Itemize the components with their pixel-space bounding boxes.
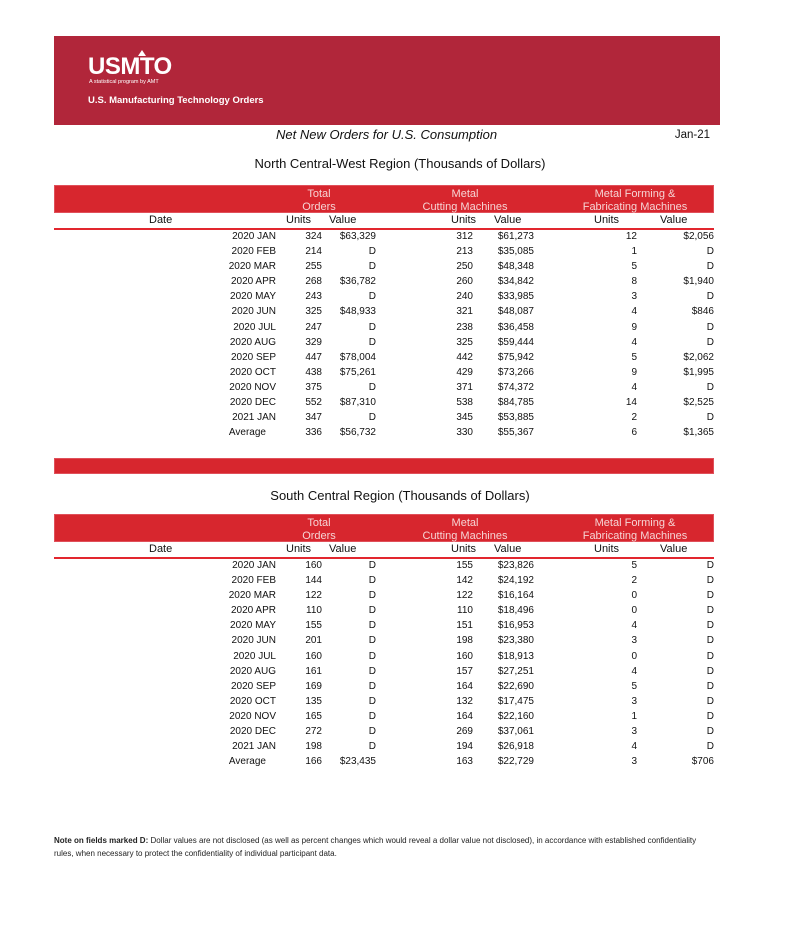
table-row — [54, 695, 714, 710]
total-units-cell: 166 — [305, 756, 322, 768]
row-date: 2021 JAN — [232, 412, 276, 424]
group-metal-cutting: Metal Cutting Machines — [422, 188, 508, 213]
table-group-header — [54, 514, 714, 542]
table-row — [54, 321, 714, 336]
total-units-cell: 160 — [305, 650, 322, 662]
row-date: 2020 NOV — [229, 710, 276, 722]
cut-value-cell: $16,953 — [497, 620, 534, 632]
form-units-cell: 1 — [631, 710, 637, 722]
form-value-cell: D — [706, 575, 714, 587]
total-units-cell: 165 — [305, 710, 322, 722]
south-central-table — [54, 514, 714, 770]
form-units-cell: 3 — [631, 635, 637, 647]
form-value-cell: D — [706, 291, 714, 303]
total-units-cell: 255 — [305, 261, 322, 273]
form-value-cell: $2,525 — [683, 397, 714, 409]
total-value-cell: D — [368, 605, 376, 617]
total-units-cell: 110 — [306, 605, 322, 617]
banner-subtitle: U.S. Manufacturing Technology Orders — [88, 95, 264, 106]
table-row — [54, 230, 714, 245]
form-units-cell: 5 — [631, 560, 637, 571]
total-value-cell: $56,732 — [339, 427, 376, 439]
total-units-cell: 214 — [305, 246, 322, 258]
form-value-cell: D — [706, 261, 714, 273]
form-value-cell: D — [706, 695, 714, 707]
group-metal-forming: Metal Forming & Fabricating Machines — [582, 188, 688, 213]
form-units-cell: 4 — [631, 381, 637, 393]
total-value-cell: D — [368, 381, 376, 393]
form-units-cell: 9 — [631, 321, 637, 333]
total-units-cell: 447 — [305, 351, 322, 363]
total-value-cell: D — [368, 680, 376, 692]
table-row — [54, 604, 714, 619]
cut-value-cell: $55,367 — [497, 427, 534, 439]
cut-value-cell: $48,348 — [497, 261, 534, 273]
row-date: 2020 MAR — [228, 261, 276, 273]
cut-value-cell: $27,251 — [497, 665, 534, 677]
row-date: 2020 SEP — [230, 680, 276, 692]
total-value-cell: D — [368, 695, 376, 707]
row-date: 2020 DEC — [229, 397, 276, 409]
cut-units-cell: 260 — [456, 276, 473, 288]
form-value-cell: D — [706, 680, 714, 692]
col-form-value: Value — [660, 543, 688, 555]
total-units-cell: 438 — [305, 366, 322, 378]
total-value-cell: D — [368, 575, 376, 587]
col-total-value: Value — [329, 543, 357, 555]
form-units-cell: 3 — [631, 695, 637, 707]
total-units-cell: 198 — [305, 741, 322, 753]
cut-value-cell: $26,918 — [497, 741, 534, 753]
form-value-cell: D — [706, 620, 714, 632]
total-units-cell: 155 — [305, 620, 322, 632]
average-row — [54, 755, 714, 770]
cut-value-cell: $18,913 — [497, 650, 534, 662]
usmto-logo — [88, 54, 172, 85]
table-row — [54, 680, 714, 695]
row-date: 2020 JUN — [231, 306, 276, 318]
form-value-cell: D — [706, 726, 714, 738]
row-date: 2020 FEB — [231, 575, 276, 587]
total-value-cell: D — [368, 741, 376, 753]
form-value-cell: D — [706, 741, 714, 753]
total-units-cell: 268 — [305, 276, 322, 288]
row-date: 2020 AUG — [229, 665, 276, 677]
col-form-units: Units — [594, 543, 620, 555]
form-value-cell: D — [706, 246, 714, 258]
form-value-cell: D — [706, 336, 714, 348]
table-row — [54, 411, 714, 426]
table-row — [54, 710, 714, 725]
cut-units-cell: 371 — [456, 381, 473, 393]
cut-units-cell: 164 — [456, 680, 473, 692]
form-value-cell: D — [706, 650, 714, 662]
form-units-cell: 12 — [625, 231, 637, 242]
total-value-cell: D — [368, 650, 376, 662]
cut-value-cell: $22,690 — [497, 680, 534, 692]
row-date: 2020 APR — [230, 276, 276, 288]
table-row — [54, 619, 714, 634]
form-value-cell: $1,995 — [683, 366, 714, 378]
row-date: 2020 MAY — [230, 620, 276, 632]
table-row — [54, 245, 714, 260]
total-value-cell: $36,782 — [339, 276, 376, 288]
cut-units-cell: 538 — [456, 397, 473, 409]
total-units-cell: 135 — [305, 695, 322, 707]
total-units-cell: 347 — [305, 412, 322, 424]
form-units-cell: 0 — [631, 590, 637, 602]
total-units-cell: 324 — [305, 231, 322, 242]
region-title-south-central: South Central Region (Thousands of Dollars) — [270, 488, 530, 503]
total-value-cell: D — [368, 291, 376, 303]
table-group-header — [54, 185, 714, 213]
total-units-cell: 375 — [305, 381, 322, 393]
form-units-cell: 4 — [631, 741, 637, 753]
col-date: Date — [149, 214, 173, 226]
footnote-text: Dollar values are not disclosed (as well as percent changes which would reveal a dollar value not disclosed), in accordance with established confidentiality rules, when necessary to protect the confidentiality of individual participant data. — [54, 836, 697, 858]
region-title-north-central-west: North Central-West Region (Thousands of Dollars) — [254, 156, 546, 171]
form-units-cell: 14 — [625, 397, 637, 409]
form-units-cell: 9 — [631, 366, 637, 378]
cut-units-cell: 198 — [456, 635, 473, 647]
cut-value-cell: $75,942 — [497, 351, 534, 363]
cut-value-cell: $53,885 — [497, 412, 534, 424]
row-date: 2020 JUN — [231, 635, 276, 647]
form-value-cell: $2,056 — [683, 231, 714, 242]
row-date: 2020 NOV — [229, 381, 276, 393]
col-cut-value: Value — [494, 214, 522, 226]
col-form-units: Units — [594, 214, 620, 226]
row-date: 2020 APR — [230, 605, 276, 617]
cut-value-cell: $33,985 — [497, 291, 534, 303]
cut-value-cell: $24,192 — [497, 575, 534, 587]
total-units-cell: 201 — [305, 635, 322, 647]
row-date: 2020 SEP — [230, 351, 276, 363]
table-body — [54, 230, 714, 441]
row-date: 2020 FEB — [231, 246, 276, 258]
total-units-cell: 169 — [305, 680, 322, 692]
form-units-cell: 0 — [631, 605, 637, 617]
logo-tagline: A statistical program by AMT — [89, 79, 159, 85]
form-units-cell: 3 — [631, 291, 637, 303]
total-units-cell: 325 — [305, 306, 322, 318]
form-value-cell: D — [706, 381, 714, 393]
col-date: Date — [149, 543, 173, 555]
cut-units-cell: 240 — [456, 291, 473, 303]
cut-value-cell: $73,266 — [497, 366, 534, 378]
north-central-west-table — [54, 185, 714, 441]
cut-units-cell: 325 — [456, 336, 473, 348]
cut-value-cell: $22,729 — [497, 756, 534, 768]
form-units-cell: 2 — [631, 575, 637, 587]
total-units-cell: 336 — [305, 427, 322, 439]
group-metal-cutting: Metal Cutting Machines — [422, 517, 508, 542]
total-value-cell: D — [368, 726, 376, 738]
cut-units-cell: 163 — [456, 756, 473, 768]
total-units-cell: 122 — [305, 590, 322, 602]
total-value-cell: D — [368, 336, 376, 348]
form-units-cell: 5 — [631, 351, 637, 363]
total-units-cell: 272 — [305, 726, 322, 738]
cut-units-cell: 312 — [456, 231, 473, 242]
total-value-cell: D — [368, 321, 376, 333]
column-header-row — [54, 213, 714, 230]
cut-units-cell: 213 — [456, 246, 473, 258]
col-cut-units: Units — [451, 214, 477, 226]
cut-value-cell: $36,458 — [497, 321, 534, 333]
col-total-units: Units — [286, 214, 312, 226]
group-total-orders: Total Orders — [302, 188, 336, 213]
form-value-cell: D — [706, 321, 714, 333]
cut-value-cell: $61,273 — [497, 231, 534, 242]
total-units-cell: 329 — [305, 336, 322, 348]
form-units-cell: 6 — [631, 427, 637, 439]
row-date: 2020 MAY — [230, 291, 276, 303]
usmto-banner — [54, 36, 720, 125]
column-header-row — [54, 542, 714, 559]
cut-units-cell: 442 — [456, 351, 473, 363]
form-units-cell: 0 — [631, 650, 637, 662]
cut-units-cell: 151 — [456, 620, 473, 632]
total-value-cell: $23,435 — [339, 756, 376, 768]
cut-value-cell: $23,380 — [497, 635, 534, 647]
form-units-cell: 3 — [631, 726, 637, 738]
table-body — [54, 559, 714, 770]
cut-value-cell: $37,061 — [497, 726, 534, 738]
table-row — [54, 366, 714, 381]
form-value-cell: $706 — [691, 756, 714, 768]
total-units-cell: 552 — [305, 397, 322, 409]
cut-units-cell: 157 — [456, 665, 473, 677]
logo-text: USMTO — [88, 53, 172, 80]
section-divider-bar — [54, 458, 714, 474]
cut-units-cell: 321 — [456, 306, 473, 318]
table-row — [54, 574, 714, 589]
cut-units-cell: 345 — [456, 412, 473, 424]
cut-units-cell: 194 — [456, 741, 473, 753]
total-value-cell: D — [368, 590, 376, 602]
cut-units-cell: 160 — [456, 650, 473, 662]
form-units-cell: 1 — [631, 246, 637, 258]
form-units-cell: 4 — [631, 306, 637, 318]
form-units-cell: 5 — [631, 261, 637, 273]
table-row — [54, 260, 714, 275]
row-date: 2020 JAN — [232, 231, 276, 242]
cut-value-cell: $17,475 — [497, 695, 534, 707]
total-value-cell: D — [368, 635, 376, 647]
total-value-cell: D — [368, 710, 376, 722]
col-cut-units: Units — [451, 543, 477, 555]
row-date: 2020 OCT — [229, 366, 276, 378]
table-row — [54, 559, 714, 574]
row-date: 2021 JAN — [232, 741, 276, 753]
form-units-cell: 4 — [631, 620, 637, 632]
cut-value-cell: $18,496 — [497, 605, 534, 617]
cut-value-cell: $48,087 — [497, 306, 534, 318]
table-row — [54, 290, 714, 305]
total-value-cell: $75,261 — [339, 366, 376, 378]
form-value-cell: D — [706, 412, 714, 424]
form-units-cell: 5 — [631, 680, 637, 692]
col-form-value: Value — [660, 214, 688, 226]
row-date: 2020 JUL — [233, 650, 276, 662]
form-value-cell: D — [706, 560, 714, 571]
form-value-cell: D — [706, 635, 714, 647]
row-date: 2020 OCT — [229, 695, 276, 707]
cut-value-cell: $74,372 — [497, 381, 534, 393]
row-date: Average — [228, 756, 266, 768]
cut-value-cell: $22,160 — [497, 710, 534, 722]
total-value-cell: $63,329 — [339, 231, 376, 242]
row-date: 2020 MAR — [228, 590, 276, 602]
row-date: 2020 JUL — [233, 321, 276, 333]
table-row — [54, 634, 714, 649]
total-units-cell: 243 — [305, 291, 322, 303]
footnote — [54, 834, 714, 860]
form-value-cell: D — [706, 665, 714, 677]
table-row — [54, 650, 714, 665]
total-value-cell: D — [368, 560, 376, 571]
table-row — [54, 725, 714, 740]
cut-units-cell: 164 — [456, 710, 473, 722]
group-total-orders: Total Orders — [302, 517, 336, 542]
total-units-cell: 160 — [305, 560, 322, 571]
total-value-cell: $48,933 — [339, 306, 376, 318]
cut-value-cell: $23,826 — [497, 560, 534, 571]
cut-units-cell: 132 — [456, 695, 473, 707]
col-cut-value: Value — [494, 543, 522, 555]
logo-arrow-icon — [138, 50, 146, 56]
report-period: Jan-21 — [674, 129, 710, 141]
total-value-cell: D — [368, 620, 376, 632]
cut-units-cell: 110 — [457, 605, 473, 617]
total-value-cell: D — [368, 665, 376, 677]
total-value-cell: D — [368, 261, 376, 273]
average-row — [54, 426, 714, 441]
group-metal-forming: Metal Forming & Fabricating Machines — [582, 517, 688, 542]
total-units-cell: 161 — [305, 665, 322, 677]
total-units-cell: 144 — [305, 575, 322, 587]
cut-value-cell: $84,785 — [497, 397, 534, 409]
table-row — [54, 275, 714, 290]
form-units-cell: 3 — [631, 756, 637, 768]
table-row — [54, 740, 714, 755]
table-row — [54, 381, 714, 396]
cut-units-cell: 122 — [456, 590, 473, 602]
form-value-cell: $846 — [691, 306, 714, 318]
total-value-cell: $78,004 — [339, 351, 376, 363]
table-row — [54, 396, 714, 411]
cut-units-cell: 269 — [456, 726, 473, 738]
table-row — [54, 351, 714, 366]
form-value-cell: $2,062 — [683, 351, 714, 363]
total-value-cell: D — [368, 246, 376, 258]
col-total-units: Units — [286, 543, 312, 555]
form-value-cell: $1,365 — [683, 427, 714, 439]
cut-units-cell: 142 — [456, 575, 473, 587]
total-value-cell: D — [368, 412, 376, 424]
col-total-value: Value — [329, 214, 357, 226]
form-value-cell: D — [706, 605, 714, 617]
row-date: 2020 JAN — [232, 560, 276, 571]
cut-units-cell: 330 — [456, 427, 473, 439]
table-row — [54, 305, 714, 320]
cut-units-cell: 238 — [456, 321, 473, 333]
cut-value-cell: $35,085 — [497, 246, 534, 258]
form-units-cell: 2 — [631, 412, 637, 424]
form-units-cell: 4 — [631, 665, 637, 677]
cut-units-cell: 429 — [456, 366, 473, 378]
table-row — [54, 589, 714, 604]
row-date: Average — [228, 427, 266, 439]
footnote-label: Note on fields marked D: — [54, 836, 149, 845]
row-date: 2020 DEC — [229, 726, 276, 738]
table-row — [54, 336, 714, 351]
table-row — [54, 665, 714, 680]
form-units-cell: 8 — [631, 276, 637, 288]
cut-units-cell: 155 — [456, 560, 473, 571]
total-units-cell: 247 — [305, 321, 322, 333]
cut-value-cell: $59,444 — [497, 336, 534, 348]
cut-value-cell: $34,842 — [497, 276, 534, 288]
cut-value-cell: $16,164 — [497, 590, 534, 602]
total-value-cell: $87,310 — [339, 397, 376, 409]
report-title: Net New Orders for U.S. Consumption — [276, 127, 498, 142]
form-value-cell: D — [706, 590, 714, 602]
form-value-cell: $1,940 — [683, 276, 714, 288]
form-value-cell: D — [706, 710, 714, 722]
cut-units-cell: 250 — [456, 261, 473, 273]
form-units-cell: 4 — [631, 336, 637, 348]
row-date: 2020 AUG — [229, 336, 276, 348]
